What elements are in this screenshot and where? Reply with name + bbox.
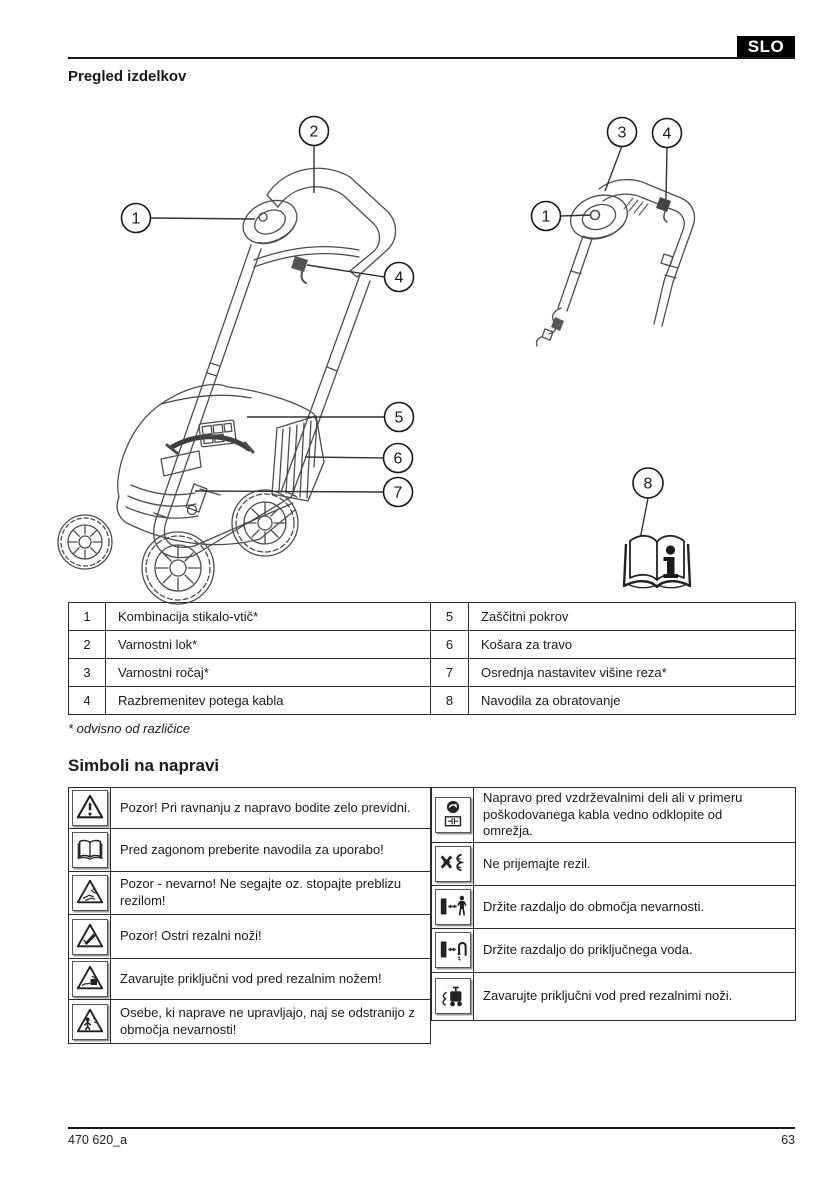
symbol-row	[69, 872, 431, 915]
part-name: Košara za travo	[469, 631, 796, 659]
part-name: Varnostni lok*	[106, 631, 431, 659]
symbol-row	[69, 1000, 431, 1044]
part-name: Navodila za obratovanje	[469, 687, 796, 715]
handlebar-line-art	[537, 180, 695, 346]
manual-book-diagram	[600, 440, 710, 600]
symbol-row	[432, 842, 796, 885]
symbol-text: Osebe, ki naprave ne upravljajo, naj se odstranijo z območja nevarnosti!	[111, 1000, 431, 1044]
document-number: 470 620_a	[68, 1133, 128, 1147]
bystanders-warning-icon	[75, 1006, 105, 1036]
keep-distance-danger-icon	[438, 891, 468, 921]
no-touch-blades-icon	[438, 848, 468, 878]
symbol-text: Pozor! Ostri rezalni noži!	[111, 915, 431, 959]
part-number: 8	[431, 687, 469, 715]
manual-book-icon	[624, 536, 690, 588]
callout-5	[247, 403, 414, 432]
svg-text:5: 5	[394, 409, 404, 427]
symbol-text: Zavarujte priključni vod pred rezalnim nožem!	[111, 959, 431, 1000]
symbol-row	[432, 972, 796, 1020]
footer-rule	[68, 1127, 795, 1129]
callout-2	[300, 117, 329, 194]
callout-4	[307, 263, 414, 292]
part-name: Kombinacija stikalo-vtič*	[106, 603, 431, 631]
symbol-row	[432, 885, 796, 928]
table-row	[69, 631, 796, 659]
symbol-row	[432, 928, 796, 972]
symbol-row	[69, 829, 431, 872]
cable-away-blades-icon	[438, 980, 468, 1010]
callout-1	[122, 204, 256, 233]
symbol-text: Ne prijemajte rezil.	[474, 842, 796, 885]
sharp-blades-warning-icon	[75, 921, 105, 951]
svg-text:1: 1	[131, 210, 141, 228]
svg-text:3: 3	[617, 124, 627, 142]
symbol-text: Držite razdaljo do območja nevarnosti.	[474, 885, 796, 928]
svg-text:4: 4	[394, 269, 404, 287]
variant-footnote: * odvisno od različice	[68, 721, 191, 736]
svg-text:7: 7	[393, 484, 403, 502]
symbols-table-right	[431, 787, 796, 1021]
part-number: 5	[431, 603, 469, 631]
symbols-table-left	[68, 787, 431, 1044]
blade-contact-warning-icon	[75, 877, 105, 907]
symbol-text: Napravo pred vzdrževalnimi deli ali v primeru poškodovanega kabla vedno odklopite od omrežja.	[474, 788, 796, 843]
symbol-text: Držite razdaljo do priključnega voda.	[474, 928, 796, 972]
table-row	[69, 687, 796, 715]
part-number: 3	[69, 659, 106, 687]
part-name: Razbremenitev potega kabla	[106, 687, 431, 715]
svg-text:6: 6	[393, 450, 403, 468]
read-manual-icon	[75, 834, 105, 864]
table-row	[69, 659, 796, 687]
part-name: Varnostni ročaj*	[106, 659, 431, 687]
language-badge: SLO	[737, 36, 795, 58]
callout-7	[195, 478, 413, 507]
part-number: 7	[431, 659, 469, 687]
cable-blade-warning-icon	[75, 963, 105, 993]
parts-table	[68, 602, 796, 715]
symbol-text: Pozor - nevarno! Ne segajte oz. stopajte preblizu rezilom!	[111, 872, 431, 915]
symbol-text: Pozor! Pri ravnanju z napravo bodite zelo previdni.	[111, 788, 431, 829]
callout-1b	[532, 202, 592, 231]
svg-text:8: 8	[643, 475, 653, 493]
symbol-row	[69, 788, 431, 829]
warning-triangle-icon	[75, 792, 105, 822]
svg-text:2: 2	[309, 123, 319, 141]
handlebar-detail-diagram	[495, 105, 745, 350]
part-number: 2	[69, 631, 106, 659]
svg-text:4: 4	[662, 125, 672, 143]
symbol-row	[432, 788, 796, 843]
table-row	[69, 603, 796, 631]
page-number: 63	[781, 1133, 795, 1147]
callout-4b	[653, 119, 682, 200]
keep-distance-cable-icon	[438, 934, 468, 964]
mower-overview-diagram	[55, 95, 445, 605]
part-number: 6	[431, 631, 469, 659]
symbol-text: Zavarujte priključni vod pred rezalnimi noži.	[474, 972, 796, 1020]
part-number: 4	[69, 687, 106, 715]
part-name: Osrednja nastavitev višine reza*	[469, 659, 796, 687]
section-title-symbols: Simboli na napravi	[68, 756, 220, 775]
symbol-row	[69, 915, 431, 959]
part-name: Zaščitni pokrov	[469, 603, 796, 631]
section-title-products: Pregled izdelkov	[68, 68, 187, 85]
symbol-text: Pred zagonom preberite navodila za uporabo!	[111, 829, 431, 872]
disconnect-mains-icon	[438, 799, 468, 829]
symbol-row	[69, 959, 431, 1000]
part-number: 1	[69, 603, 106, 631]
header-rule	[68, 57, 795, 59]
mower-line-art	[58, 168, 396, 604]
svg-text:1: 1	[541, 208, 551, 226]
